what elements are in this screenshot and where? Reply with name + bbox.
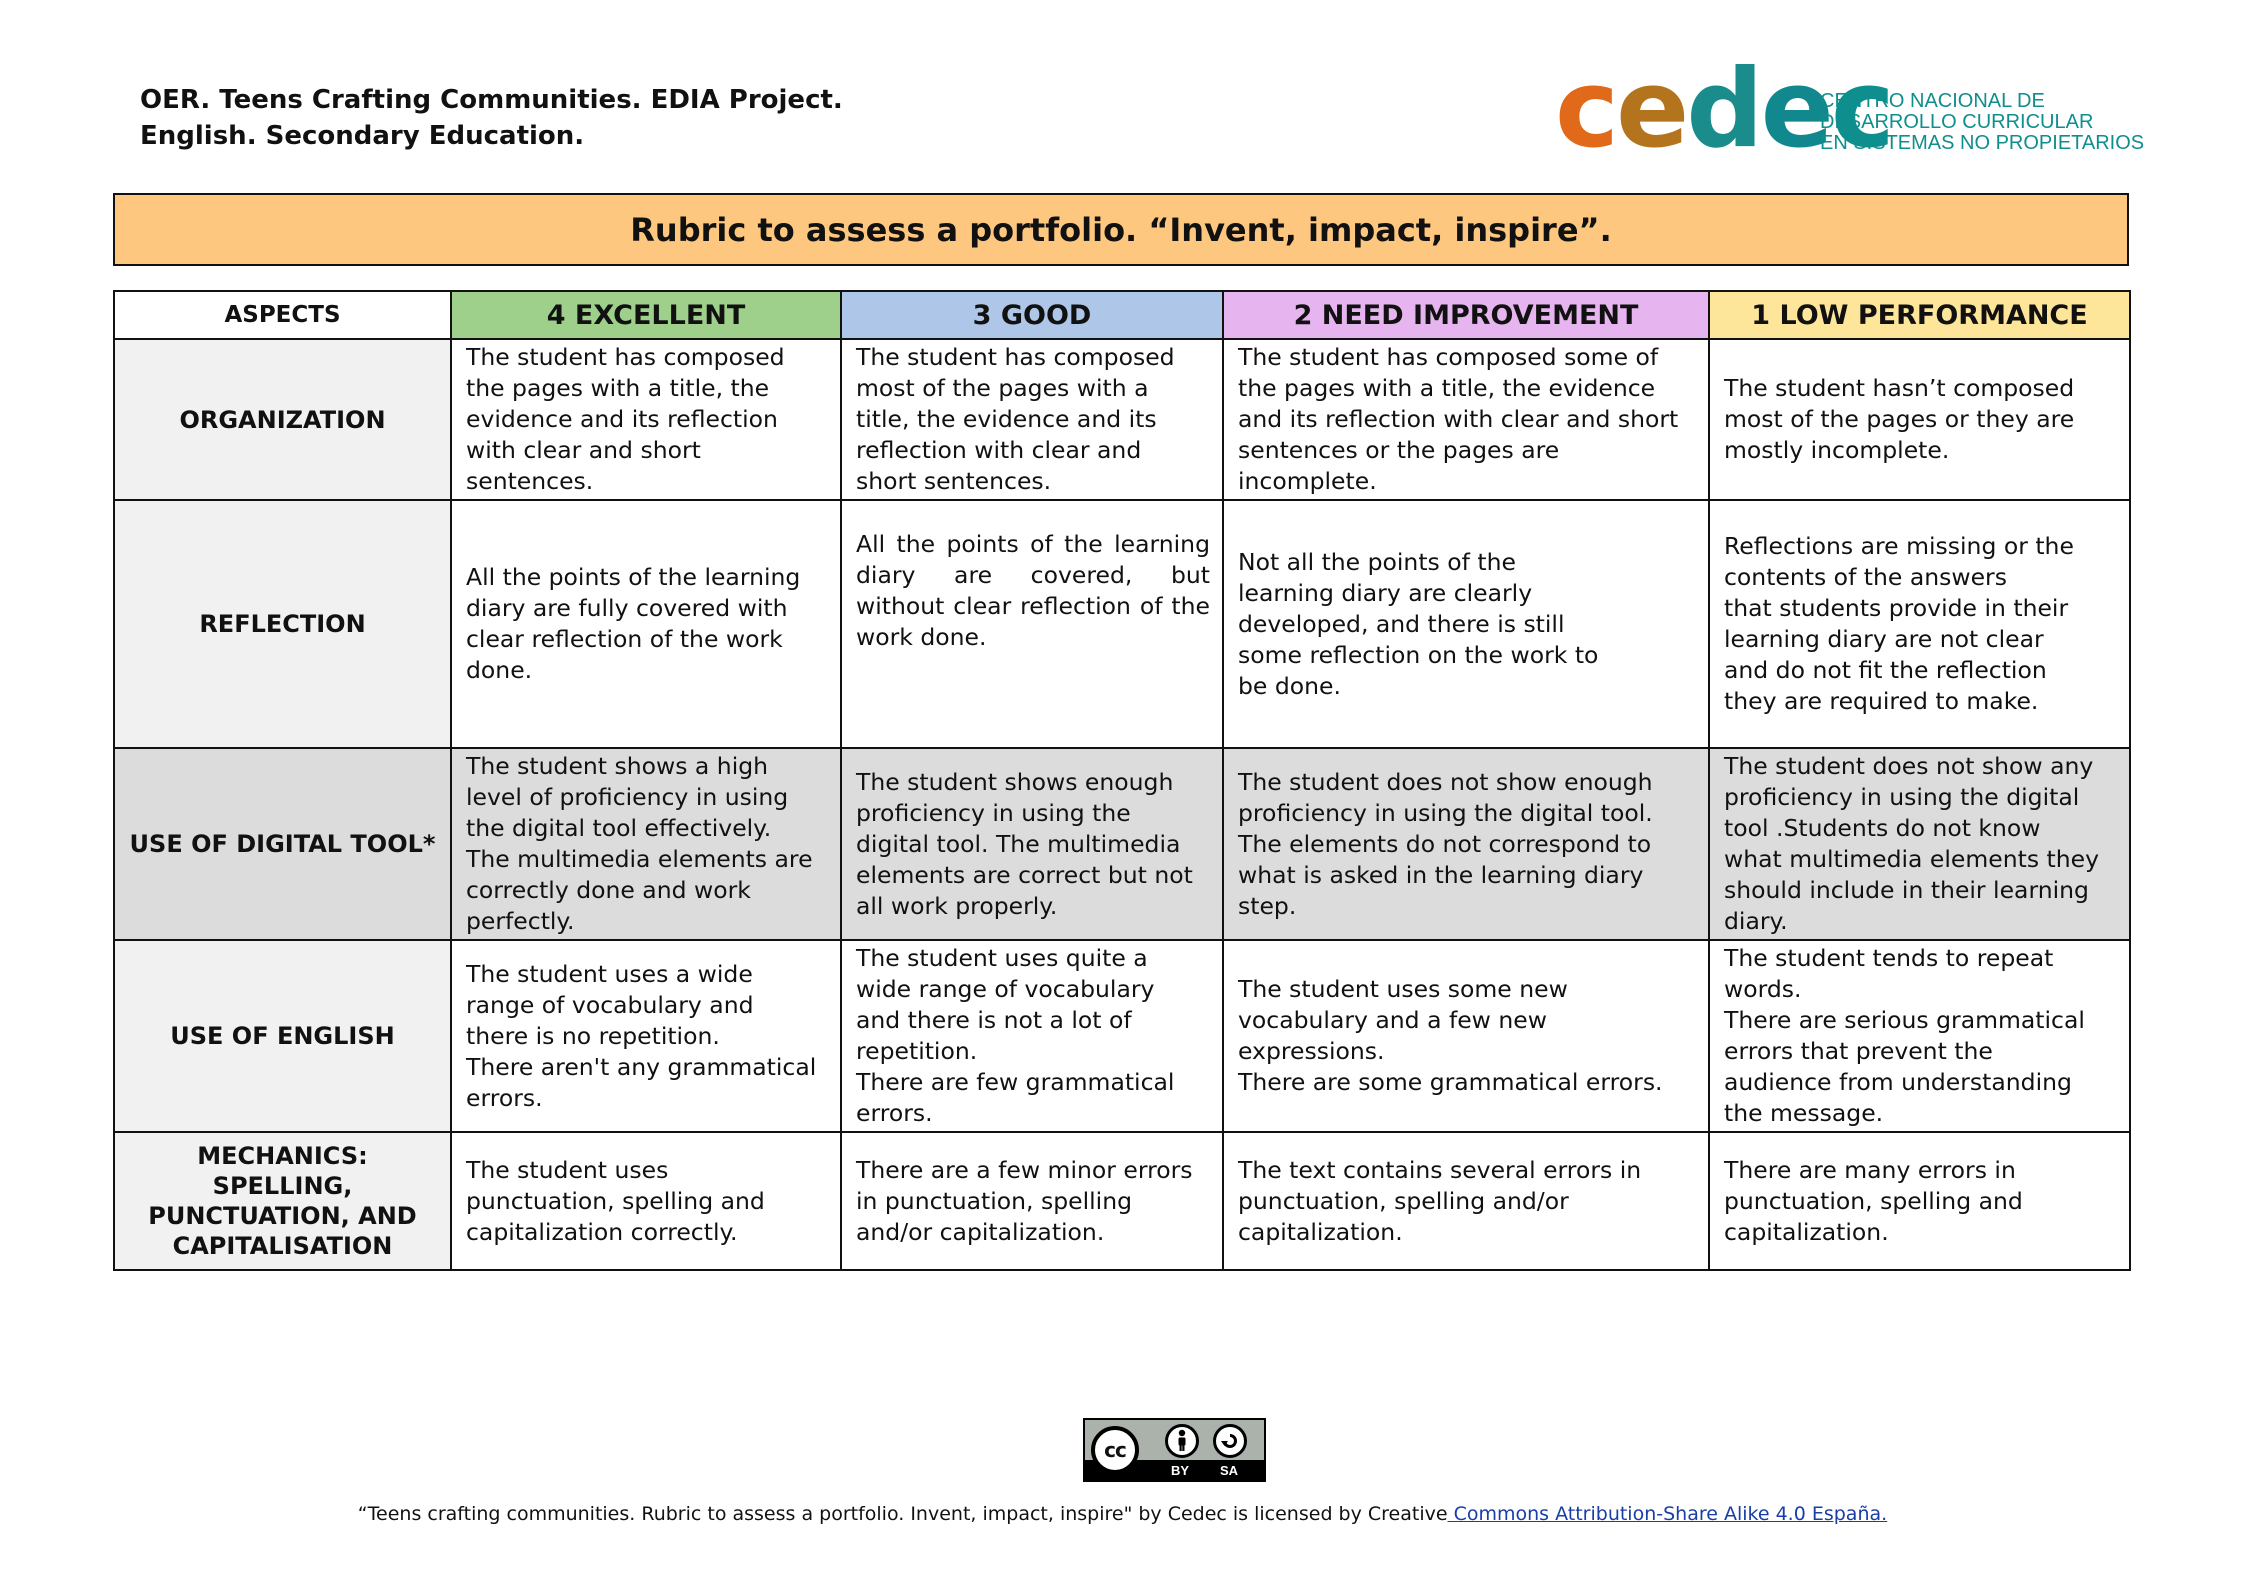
table-row [114,940,2130,1132]
header-need-improvement: 2 NEED IMPROVEMENT [1223,291,1709,339]
license-footer [0,1503,2245,1525]
cell-mechanics-good: There are a few minor errors in punctuation, spelling and/or capitalization. [841,1132,1223,1270]
cell-mechanics-excellent: The student uses punctuation, spelling and capitalization correctly. [451,1132,841,1270]
aspect-use-of-english: USE OF ENGLISH [114,940,451,1132]
cedec-logo-text [1820,90,2145,154]
logo-letter: e [1616,47,1687,172]
aspect-mechanics: MECHANICS: SPELLING, PUNCTUATION, AND CAPITALISATION [114,1132,451,1270]
logo-letter: d [1686,47,1761,172]
header-excellent: 4 EXCELLENT [451,291,841,339]
cc-icon: cc [1091,1426,1139,1474]
aspect-reflection: REFLECTION [114,500,451,748]
cell-digital-tool-excellent: The student shows a high level of proficiency in using the digital tool effectively. The multimedia elements are correctly done and work perfectly. [451,748,841,940]
cell-reflection-good: All the points of the learning diary are covered, but without clear reflection of the work done. [841,500,1223,748]
cell-digital-tool-low-performance: The student does not show any proficiency in using the digital tool .Students do not know what multimedia elements they should include in their learning diary. [1709,748,2130,940]
logo-letter: c [1555,47,1617,172]
cell-organization-need-improvement: The student has composed some of the pages with a title, the evidence and its reflection with clear and short sentences or the pages are incomplete. [1223,339,1709,500]
document-header [140,82,843,154]
cc-license-badge[interactable] [1083,1418,1266,1482]
table-row [114,748,2130,940]
logo-line-1: CENTRO NACIONAL DE [1820,90,2045,112]
cell-english-low-performance: The student tends to repeat words. There are serious grammatical errors that prevent the audience from understanding the message. [1709,940,2130,1132]
header-line-2: English. Secondary Education. [140,121,585,151]
logo-line-2: DESARROLLO CURRICULAR [1820,111,2094,133]
table-row [114,1132,2130,1270]
rubric-title: Rubric to assess a portfolio. “Invent, impact, inspire”. [113,193,2129,266]
cell-reflection-low-performance: Reflections are missing or the contents of the answers that students provide in their learning diary are not clear and do not fit the reflection they are required to make. [1709,500,2130,748]
footer-text: “Teens crafting communities. Rubric to assess a portfolio. Invent, impact, inspire" by Cedec is licensed by Creative [357,1503,1448,1525]
logo-letter: c [1830,47,1892,172]
header-low-performance: 1 LOW PERFORMANCE [1709,291,2130,339]
logo-letter: e [1760,47,1831,172]
license-link[interactable]: Commons Attribution-Share Alike 4.0 España. [1447,1503,1888,1525]
cc-by-label: BY [1171,1463,1190,1478]
cell-digital-tool-good: The student shows enough proficiency in using the digital tool. The multimedia elements are correct but not all work properly. [841,748,1223,940]
cell-reflection-excellent: All the points of the learning diary are fully covered with clear reflection of the work done. [451,500,841,748]
cell-organization-excellent: The student has composed the pages with a title, the evidence and its reflection with clear and short sentences. [451,339,841,500]
cc-sa-label: SA [1220,1463,1239,1478]
table-row [114,500,2130,748]
cell-organization-low-performance: The student hasn’t composed most of the pages or they are mostly incomplete. [1709,339,2130,500]
cell-english-need-improvement: The student uses some new vocabulary and a few new expressions. There are some grammatical errors. [1223,940,1709,1132]
share-alike-icon [1213,1424,1247,1458]
cell-mechanics-need-improvement: The text contains several errors in punctuation, spelling and/or capitalization. [1223,1132,1709,1270]
cell-reflection-need-improvement: Not all the points of the learning diary are clearly developed, and there is still some reflection on the work to be done. [1223,500,1709,748]
cell-organization-good: The student has composed most of the pages with a title, the evidence and its reflection with clear and short sentences. [841,339,1223,500]
header-aspects: ASPECTS [114,291,451,339]
table-row [114,339,2130,500]
rubric-header-row [114,291,2130,339]
cell-mechanics-low-performance: There are many errors in punctuation, spelling and capitalization. [1709,1132,2130,1270]
person-icon [1165,1424,1199,1458]
header-line-1: OER. Teens Crafting Communities. EDIA Project. [140,85,843,115]
cell-english-excellent: The student uses a wide range of vocabulary and there is no repetition. There aren't any grammatical errors. [451,940,841,1132]
logo-line-3: EN SISTEMAS NO PROPIETARIOS [1820,132,2145,154]
header-good: 3 GOOD [841,291,1223,339]
cell-english-good: The student uses quite a wide range of vocabulary and there is not a lot of repetition. There are few grammatical errors. [841,940,1223,1132]
rubric-table [113,290,2131,1271]
cell-digital-tool-need-improvement: The student does not show enough proficiency in using the digital tool. The elements do not correspond to what is asked in the learning diary step. [1223,748,1709,940]
aspect-use-of-digital-tool: USE OF DIGITAL TOOL* [114,748,451,940]
aspect-organization: ORGANIZATION [114,339,451,500]
